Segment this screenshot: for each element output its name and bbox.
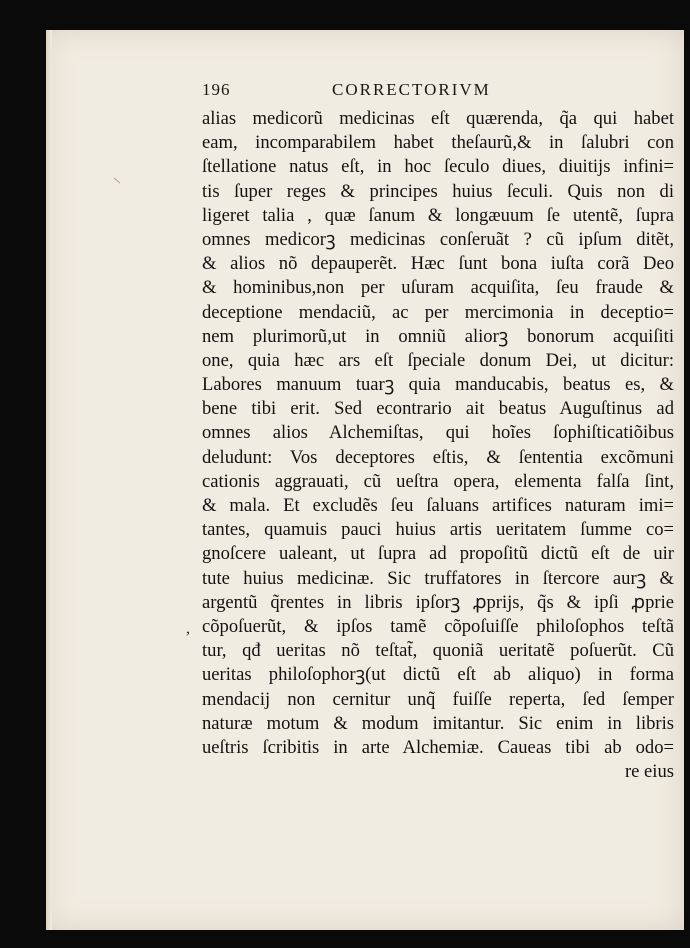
text-line: cõpoſuerũt, & ipſos tamẽ cõpoſuiſſe philoſophos teſtã <box>202 615 674 637</box>
running-head <box>202 80 672 106</box>
text-line: ueſtris ſcribitis in arte Alchemiæ. Caueas tibi ab odo= <box>202 736 674 758</box>
text-line: tantes, quamuis pauci huius artis ueritatem ſumme co= <box>202 519 674 541</box>
margin-mark: , <box>186 620 190 637</box>
text-line: ſtellatione natus eſt, in hoc ſeculo diues, diuitijs infini= <box>202 156 674 178</box>
text-line: alias medicorũ medicinas eſt quærenda, q̃a qui habet <box>202 108 674 129</box>
text-line: naturæ motum & modum imitantur. Sic enim in libris <box>202 712 674 734</box>
text-line: eam, incomparabilem habet theſaurũ,& in ſalubri con <box>202 132 674 154</box>
text-line: & alios nõ depauperẽt. Hæc ſunt bona iuſta corã Deo <box>202 253 674 275</box>
text-line: omnes medicorꝫ medicinas conſeruãt ? cũ ipſum ditẽt, <box>202 228 674 250</box>
running-title: CORRECTORIVM <box>332 80 491 99</box>
text-line: mendacij non cernitur unq̃ fuiſſe reperta, ſed ſemper <box>202 688 674 710</box>
page-gutter-shadow <box>46 30 52 930</box>
text-line: tute huius medicinæ. Sic truffatores in ſtercore aurꝫ & <box>202 567 674 589</box>
text-line: Labores manuum tuarꝫ quia manducabis, beatus es, & <box>202 374 674 396</box>
text-line: argentũ q̃rentes in libris ipſorꝫ ꝓprijs, q̃s & ipſi ꝓprie <box>202 591 674 613</box>
text-line: tis ſuper reges & principes huius ſeculi. Quis non di <box>202 180 674 202</box>
text-line: gnoſcere ualeant, ut ſupra ad propoſitũ dictũ eſt de uir <box>202 543 674 565</box>
text-line: & hominibus,non per uſuram acquiſita, ſeu fraude & <box>202 277 674 299</box>
text-line: cationis aggrauati, cũ ueſtra opera, elementa falſa ſint, <box>202 470 674 492</box>
text-line: bene tibi erit. Sed econtrario ait beatus Auguſtinus ad <box>202 398 674 420</box>
body-text <box>202 107 674 784</box>
text-line: deceptione mendaciũ, ac per mercimonia in deceptio= <box>202 301 674 323</box>
text-line: ueritas philoſophorꝫ(ut dictũ eſt ab aliquo) in forma <box>202 664 674 686</box>
text-line: deludunt: Vos deceptores eſtis, & ſententia excõmuni <box>202 446 674 468</box>
text-line: re eius <box>624 761 674 783</box>
text-line: one, quia hæc ars eſt ſpeciale donum Dei, ut dicitur: <box>202 349 674 371</box>
page-number: 196 <box>202 80 231 99</box>
text-line: omnes alios Alchemiſtas, qui hoĩes ſophiſticatiõibus <box>202 422 674 444</box>
text-line: & mala. Et excludẽs ſeu ſaluans artifices naturam imi= <box>202 495 674 516</box>
text-line: ligeret talia , quæ ſanum & longæuum ſe utentẽ, ſupra <box>202 204 674 226</box>
text-line: nem plurimorũ,ut in omniũ aliorꝫ bonorum acquiſiti <box>202 325 674 347</box>
text-line: tur, qđ ueritas nõ teſtat̃, quoniã ueritatẽ poſuerũt. Cũ <box>202 640 674 662</box>
